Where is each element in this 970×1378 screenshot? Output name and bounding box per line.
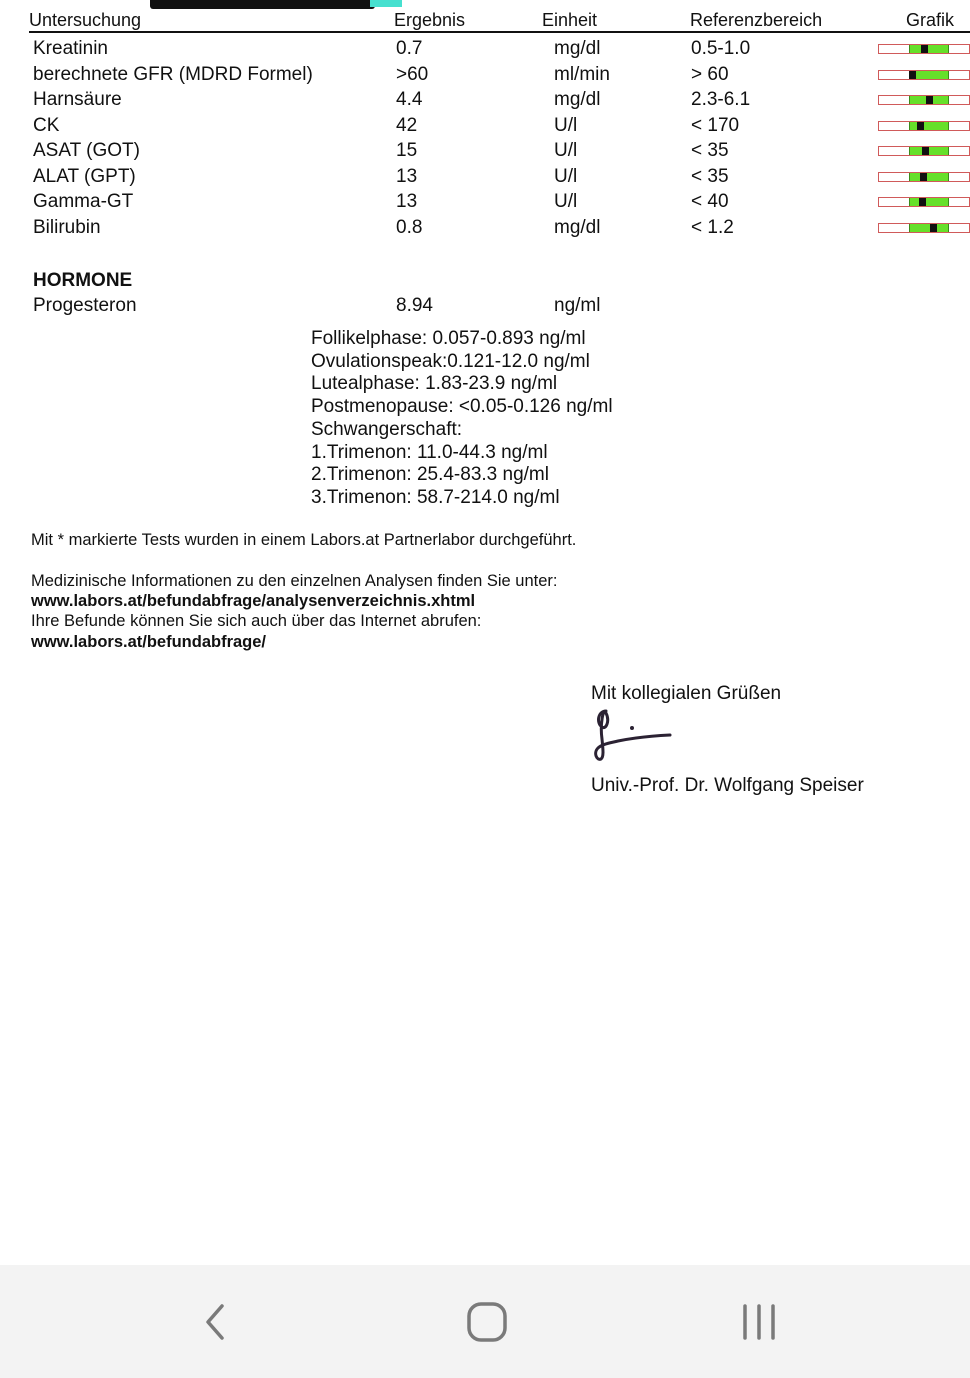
header-graph: Grafik [906, 10, 955, 30]
test-name: Gamma-GT [33, 191, 134, 212]
gauge-marker [920, 173, 927, 181]
gauge-normal-range [909, 122, 949, 130]
header-result: Ergebnis [394, 10, 466, 30]
navigation-bar [0, 1265, 970, 1378]
table-row [0, 64, 970, 89]
result-gauge [878, 197, 970, 207]
gauge-marker [922, 147, 929, 155]
test-result: 15 [396, 140, 418, 161]
home-button[interactable] [452, 1293, 522, 1351]
test-unit: mg/dl [554, 38, 601, 59]
test-name: Harnsäure [33, 89, 122, 110]
info-link[interactable]: www.labors.at/befundabfrage/analysenverzeichnis.xhtml [31, 592, 476, 610]
test-name: berechnete GFR (MDRD Formel) [33, 64, 313, 85]
table-row [0, 38, 970, 63]
table-row [0, 89, 970, 114]
test-reference: < 35 [691, 166, 729, 187]
test-name: CK [33, 115, 60, 136]
test-name: ALAT (GPT) [33, 166, 136, 187]
gauge-normal-range [909, 173, 949, 181]
gauge-marker [909, 71, 916, 79]
result-gauge [878, 172, 970, 182]
result-gauge [878, 70, 970, 80]
test-reference: < 35 [691, 140, 729, 161]
test-unit: U/l [554, 140, 578, 161]
gauge-marker [930, 224, 937, 232]
signer-name: Univ.-Prof. Dr. Wolfgang Speiser [591, 775, 864, 796]
gauge-marker [926, 96, 933, 104]
redacted-header-accent [370, 0, 402, 7]
info-text: Medizinische Informationen zu den einzelnen Analysen finden Sie unter: [31, 572, 558, 590]
reference-line: Postmenopause: <0.05-0.126 ng/ml [311, 396, 613, 418]
header-divider [29, 31, 970, 33]
test-unit: ml/min [554, 64, 610, 85]
test-reference: 0.5-1.0 [691, 38, 751, 59]
table-row [0, 217, 970, 242]
chevron-left-icon [200, 1302, 230, 1342]
test-result: 13 [396, 191, 418, 212]
reference-line: 3.Trimenon: 58.7-214.0 ng/ml [311, 486, 560, 508]
progesterone-unit: ng/ml [554, 295, 601, 316]
reference-line: Ovulationspeak:0.121-12.0 ng/ml [311, 350, 590, 372]
partner-lab-note: Mit * markierte Tests wurden in einem Labors.at Partnerlabor durchgeführt. [31, 531, 577, 549]
table-row [0, 115, 970, 140]
test-unit: U/l [554, 166, 578, 187]
reference-line: Schwangerschaft: [311, 418, 463, 440]
test-reference: < 40 [691, 191, 729, 212]
online-link[interactable]: www.labors.at/befundabfrage/ [31, 633, 267, 651]
gauge-marker [921, 45, 928, 53]
table-row [0, 140, 970, 165]
test-result: >60 [396, 64, 429, 85]
gauge-marker [919, 198, 926, 206]
closing-greeting: Mit kollegialen Grüßen [591, 683, 782, 704]
three-bars-icon [739, 1302, 779, 1342]
test-unit: mg/dl [554, 89, 601, 110]
gauge-normal-range [909, 45, 949, 53]
progesterone-result: 8.94 [396, 295, 433, 316]
online-text: Ihre Befunde können Sie sich auch über das Internet abrufen: [31, 612, 482, 630]
back-button[interactable] [180, 1293, 250, 1351]
test-reference: > 60 [691, 64, 729, 85]
result-gauge [878, 121, 970, 131]
test-unit: mg/dl [554, 217, 601, 238]
section-title-hormone: HORMONE [33, 270, 133, 291]
progesterone-name: Progesteron [33, 295, 137, 316]
test-reference: < 170 [691, 115, 740, 136]
header-test: Untersuchung [29, 10, 142, 30]
test-result: 4.4 [396, 89, 423, 110]
table-row [0, 191, 970, 216]
test-reference: 2.3-6.1 [691, 89, 751, 110]
gauge-normal-range [909, 198, 949, 206]
test-result: 42 [396, 115, 418, 136]
recents-button[interactable] [724, 1293, 794, 1351]
test-result: 0.7 [396, 38, 423, 59]
test-name: Bilirubin [33, 217, 101, 238]
test-unit: U/l [554, 115, 578, 136]
result-gauge [878, 146, 970, 156]
result-gauge [878, 95, 970, 105]
reference-line: 2.Trimenon: 25.4-83.3 ng/ml [311, 464, 549, 486]
test-unit: U/l [554, 191, 578, 212]
signature-image [588, 705, 678, 765]
table-row [0, 166, 970, 191]
redacted-header-bar [150, 0, 375, 9]
test-result: 13 [396, 166, 418, 187]
gauge-marker [917, 122, 924, 130]
test-name: Kreatinin [33, 38, 108, 59]
header-reference: Referenzbereich [690, 10, 823, 30]
reference-line: Follikelphase: 0.057-0.893 ng/ml [311, 328, 586, 349]
test-result: 0.8 [396, 217, 423, 238]
result-gauge [878, 44, 970, 54]
result-gauge [878, 223, 970, 233]
header-unit: Einheit [542, 10, 598, 30]
test-reference: < 1.2 [691, 217, 734, 238]
progesterone-reference-ranges [311, 328, 613, 510]
rounded-square-icon [466, 1301, 508, 1343]
reference-line: Lutealphase: 1.83-23.9 ng/ml [311, 373, 558, 395]
test-name: ASAT (GOT) [33, 140, 140, 161]
reference-line: 1.Trimenon: 11.0-44.3 ng/ml [311, 441, 548, 463]
